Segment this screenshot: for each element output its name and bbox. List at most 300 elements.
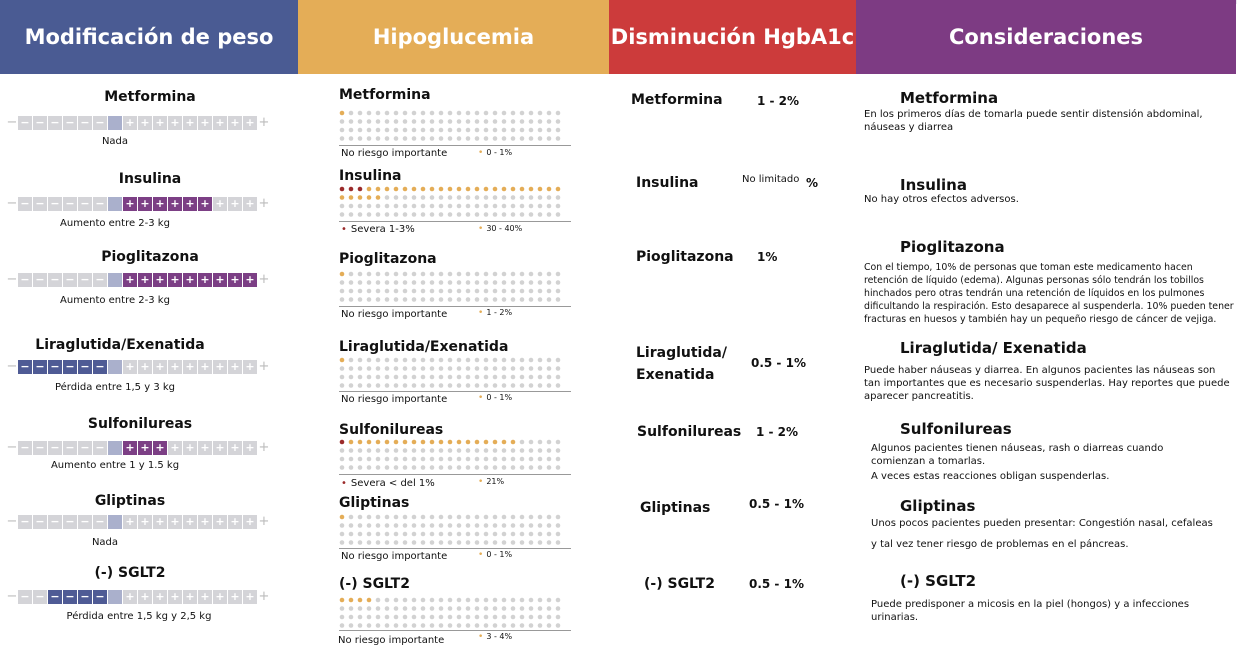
risk-dot [493, 366, 498, 371]
risk-dot [340, 119, 345, 124]
risk-dot [421, 204, 426, 209]
risk-dot [394, 272, 399, 277]
risk-dot [475, 606, 480, 611]
risk-dot [403, 540, 408, 545]
risk-dot [448, 119, 453, 124]
risk-dot [484, 598, 489, 603]
risk-dot [511, 136, 516, 141]
risk-dot [502, 280, 507, 285]
risk-dot [457, 111, 462, 116]
risk-dot [493, 297, 498, 302]
risk-dot [394, 280, 399, 285]
risk-dot [520, 448, 525, 453]
risk-dot [340, 212, 345, 217]
risk-dot [493, 272, 498, 277]
risk-dot [538, 366, 543, 371]
risk-dot [403, 128, 408, 133]
risk-dot [493, 289, 498, 294]
risk-dot [484, 440, 489, 445]
risk-dot [511, 204, 516, 209]
hypo-drug-name: (-) SGLT2 [339, 576, 410, 592]
risk-dot [385, 465, 390, 470]
risk-dot [340, 598, 345, 603]
risk-dot [376, 457, 381, 462]
risk-dot [421, 448, 426, 453]
note-drug-name: Pioglitazona [900, 238, 1005, 256]
risk-dot [457, 187, 462, 192]
risk-dot [439, 465, 444, 470]
hypo-percent: • 21% [478, 477, 504, 487]
risk-dot [448, 606, 453, 611]
header-hba1c: Disminución HgbA1c [609, 0, 856, 74]
risk-dot [547, 448, 552, 453]
risk-dot [421, 623, 426, 628]
risk-dot [439, 212, 444, 217]
risk-dot [430, 119, 435, 124]
risk-dot [511, 598, 516, 603]
weight-drug-name: Sulfonilureas [87, 416, 193, 432]
risk-dot [367, 195, 372, 200]
risk-dot [475, 187, 480, 192]
risk-dot [547, 523, 552, 528]
risk-dot [484, 272, 489, 277]
risk-dot [520, 358, 525, 363]
risk-dot [547, 606, 552, 611]
weight-drug-name: Insulina [118, 171, 182, 187]
risk-dot [511, 457, 516, 462]
risk-dot [430, 111, 435, 116]
risk-dot [430, 272, 435, 277]
hypo-divider [339, 548, 571, 549]
risk-dot [358, 136, 363, 141]
risk-dot [439, 457, 444, 462]
hypo-dot-grid [339, 439, 574, 473]
risk-dot [502, 272, 507, 277]
weight-caption: Pérdida entre 1,5 kg y 2,5 kg [66, 611, 212, 622]
risk-dot [439, 204, 444, 209]
risk-dot [439, 540, 444, 545]
risk-dot [511, 212, 516, 217]
risk-dot [529, 440, 534, 445]
risk-dot [502, 289, 507, 294]
risk-dot [448, 187, 453, 192]
risk-dot [394, 111, 399, 116]
risk-dot [448, 623, 453, 628]
risk-dot [358, 540, 363, 545]
risk-dot [556, 532, 561, 537]
risk-dot [475, 280, 480, 285]
risk-dot [349, 523, 354, 528]
risk-dot [340, 532, 345, 537]
risk-dot [448, 280, 453, 285]
risk-dot [358, 212, 363, 217]
risk-dot [439, 598, 444, 603]
risk-dot [484, 606, 489, 611]
risk-dot [340, 280, 345, 285]
risk-dot [439, 297, 444, 302]
risk-dot [457, 119, 462, 124]
risk-dot [538, 623, 543, 628]
risk-dot [394, 358, 399, 363]
risk-dot [484, 448, 489, 453]
risk-dot [520, 297, 525, 302]
risk-dot [502, 465, 507, 470]
risk-dot [376, 187, 381, 192]
risk-dot [547, 111, 552, 116]
risk-dot [412, 598, 417, 603]
risk-dot [358, 366, 363, 371]
risk-dot [448, 383, 453, 388]
risk-dot [529, 598, 534, 603]
risk-dot [403, 366, 408, 371]
risk-dot [421, 532, 426, 537]
risk-dot [556, 358, 561, 363]
risk-dot [385, 204, 390, 209]
risk-dot [502, 606, 507, 611]
risk-dot [412, 448, 417, 453]
risk-dot [340, 615, 345, 620]
risk-dot [421, 136, 426, 141]
risk-dot [403, 383, 408, 388]
risk-dot [556, 195, 561, 200]
risk-dot [403, 358, 408, 363]
risk-dot [385, 119, 390, 124]
risk-dot [484, 532, 489, 537]
risk-dot [403, 523, 408, 528]
risk-dot [421, 111, 426, 116]
risk-dot [340, 448, 345, 453]
risk-dot [556, 280, 561, 285]
risk-dot [484, 375, 489, 380]
risk-dot [547, 623, 552, 628]
risk-dot [403, 606, 408, 611]
risk-dot [529, 448, 534, 453]
risk-dot [466, 297, 471, 302]
risk-dot [412, 119, 417, 124]
risk-dot [502, 358, 507, 363]
risk-dot [403, 465, 408, 470]
risk-dot [475, 119, 480, 124]
risk-dot [538, 187, 543, 192]
risk-dot [484, 383, 489, 388]
risk-dot [403, 532, 408, 537]
risk-dot [475, 297, 480, 302]
hba1c-value: 1 - 2% [756, 425, 799, 439]
risk-dot [466, 187, 471, 192]
risk-dot [376, 598, 381, 603]
risk-dot [538, 440, 543, 445]
hba1c-value: No limitado [742, 174, 800, 185]
risk-dot [475, 111, 480, 116]
risk-dot [556, 375, 561, 380]
risk-dot [493, 136, 498, 141]
note-text: No hay otros efectos adversos. [864, 194, 1019, 205]
risk-dot [349, 383, 354, 388]
risk-dot [430, 195, 435, 200]
risk-dot [385, 272, 390, 277]
risk-dot [385, 358, 390, 363]
risk-dot [484, 119, 489, 124]
risk-dot [439, 111, 444, 116]
risk-dot [457, 204, 462, 209]
risk-dot [547, 358, 552, 363]
risk-dot [448, 289, 453, 294]
risk-dot [484, 195, 489, 200]
risk-dot [340, 111, 345, 116]
risk-dot [484, 615, 489, 620]
risk-dot [421, 289, 426, 294]
risk-dot [529, 540, 534, 545]
risk-dot [529, 195, 534, 200]
risk-dot [403, 375, 408, 380]
risk-dot [421, 119, 426, 124]
weight-drug-name: Gliptinas [94, 493, 166, 509]
risk-dot [493, 540, 498, 545]
risk-dot [493, 111, 498, 116]
risk-dot [448, 615, 453, 620]
risk-dot [412, 204, 417, 209]
risk-dot [448, 523, 453, 528]
risk-dot [547, 540, 552, 545]
hypo-divider [339, 391, 571, 392]
risk-dot [358, 280, 363, 285]
risk-dot [349, 195, 354, 200]
risk-dot [502, 523, 507, 528]
risk-dot [358, 515, 363, 520]
risk-dot [511, 383, 516, 388]
risk-dot [394, 212, 399, 217]
risk-dot [367, 358, 372, 363]
risk-dot [466, 119, 471, 124]
weight-caption: Aumento entre 1 y 1.5 kg [50, 460, 180, 471]
risk-dot [529, 523, 534, 528]
risk-dot [412, 187, 417, 192]
risk-dot [448, 358, 453, 363]
risk-dot [439, 606, 444, 611]
risk-dot [403, 272, 408, 277]
risk-dot [466, 289, 471, 294]
risk-dot [439, 532, 444, 537]
risk-dot [556, 366, 561, 371]
risk-dot [394, 383, 399, 388]
hypo-drug-name: Pioglitazona [339, 251, 437, 267]
risk-dot [520, 212, 525, 217]
weight-scale: − − − − − − − + + + + + + + + + + [6, 440, 270, 455]
risk-dot [466, 272, 471, 277]
risk-dot [385, 606, 390, 611]
risk-dot [439, 280, 444, 285]
risk-dot [457, 606, 462, 611]
risk-dot [340, 523, 345, 528]
risk-dot [403, 448, 408, 453]
note-text-2: y tal vez tener riesgo de problemas en el páncreas. [871, 539, 1129, 550]
risk-dot [394, 136, 399, 141]
risk-dot [493, 465, 498, 470]
risk-dot [475, 532, 480, 537]
risk-dot [403, 212, 408, 217]
risk-dot [538, 280, 543, 285]
risk-dot [448, 375, 453, 380]
risk-dot [529, 280, 534, 285]
risk-dot [340, 289, 345, 294]
risk-dot [511, 195, 516, 200]
risk-dot [394, 623, 399, 628]
risk-dot [556, 383, 561, 388]
risk-dot [394, 375, 399, 380]
risk-dot [538, 272, 543, 277]
weight-caption: Nada [91, 537, 119, 548]
risk-dot [376, 523, 381, 528]
risk-dot [421, 128, 426, 133]
risk-dot [502, 204, 507, 209]
risk-dot [511, 448, 516, 453]
risk-dot [376, 280, 381, 285]
hypo-drug-name: Gliptinas [339, 495, 410, 511]
risk-dot [421, 606, 426, 611]
risk-dot [349, 119, 354, 124]
risk-dot [358, 457, 363, 462]
risk-dot [475, 204, 480, 209]
risk-dot [340, 128, 345, 133]
hypo-caption: No riesgo importante [341, 309, 448, 320]
hba1c-drug-name: Gliptinas [640, 500, 711, 516]
risk-dot [475, 358, 480, 363]
risk-dot [367, 272, 372, 277]
hypo-dot-grid [339, 110, 574, 144]
risk-dot [358, 195, 363, 200]
risk-dot [520, 366, 525, 371]
risk-dot [439, 615, 444, 620]
risk-dot [349, 289, 354, 294]
note-text-2: A veces estas reacciones obligan suspenderlas. [871, 471, 1110, 482]
risk-dot [493, 606, 498, 611]
risk-dot [475, 212, 480, 217]
hypo-caption: No riesgo importante [341, 394, 448, 405]
risk-dot [556, 212, 561, 217]
risk-dot [430, 515, 435, 520]
risk-dot [430, 358, 435, 363]
risk-dot [340, 540, 345, 545]
risk-dot [412, 289, 417, 294]
risk-dot [376, 297, 381, 302]
risk-dot [466, 111, 471, 116]
risk-dot [475, 448, 480, 453]
risk-dot [421, 195, 426, 200]
risk-dot [484, 136, 489, 141]
risk-dot [439, 195, 444, 200]
risk-dot [349, 136, 354, 141]
risk-dot [457, 358, 462, 363]
risk-dot [349, 111, 354, 116]
risk-dot [448, 366, 453, 371]
hypo-drug-name: Metformina [339, 87, 431, 103]
risk-dot [448, 457, 453, 462]
note-drug-name: Gliptinas [900, 497, 976, 515]
risk-dot [529, 515, 534, 520]
risk-dot [502, 448, 507, 453]
risk-dot [511, 375, 516, 380]
risk-dot [430, 280, 435, 285]
risk-dot [439, 136, 444, 141]
risk-dot [457, 136, 462, 141]
risk-dot [349, 598, 354, 603]
risk-dot [421, 375, 426, 380]
risk-dot [466, 383, 471, 388]
risk-dot [394, 366, 399, 371]
risk-dot [493, 187, 498, 192]
risk-dot [529, 272, 534, 277]
risk-dot [385, 128, 390, 133]
risk-dot [385, 187, 390, 192]
risk-dot [538, 457, 543, 462]
risk-dot [385, 375, 390, 380]
risk-dot [376, 111, 381, 116]
risk-dot [340, 272, 345, 277]
risk-dot [502, 623, 507, 628]
risk-dot [421, 366, 426, 371]
risk-dot [385, 623, 390, 628]
risk-dot [457, 532, 462, 537]
risk-dot [511, 440, 516, 445]
risk-dot [448, 598, 453, 603]
risk-dot [394, 195, 399, 200]
risk-dot [349, 448, 354, 453]
risk-dot [421, 297, 426, 302]
risk-dot [511, 606, 516, 611]
risk-dot [430, 598, 435, 603]
risk-dot [421, 272, 426, 277]
risk-dot [448, 515, 453, 520]
risk-dot [385, 515, 390, 520]
risk-dot [457, 598, 462, 603]
risk-dot [394, 523, 399, 528]
risk-dot [466, 615, 471, 620]
risk-dot [475, 440, 480, 445]
risk-dot [466, 532, 471, 537]
risk-dot [439, 187, 444, 192]
risk-dot [376, 358, 381, 363]
risk-dot [412, 615, 417, 620]
risk-dot [529, 136, 534, 141]
risk-dot [538, 204, 543, 209]
risk-dot [538, 136, 543, 141]
risk-dot [439, 515, 444, 520]
risk-dot [412, 540, 417, 545]
risk-dot [484, 297, 489, 302]
risk-dot [448, 540, 453, 545]
risk-dot [412, 440, 417, 445]
risk-dot [529, 383, 534, 388]
risk-dot [556, 119, 561, 124]
risk-dot [421, 212, 426, 217]
risk-dot [376, 532, 381, 537]
risk-dot [466, 212, 471, 217]
risk-dot [547, 615, 552, 620]
risk-dot [484, 523, 489, 528]
risk-dot [556, 136, 561, 141]
risk-dot [484, 280, 489, 285]
risk-dot [520, 195, 525, 200]
risk-dot [349, 623, 354, 628]
risk-dot [556, 204, 561, 209]
risk-dot [502, 457, 507, 462]
risk-dot [484, 540, 489, 545]
risk-dot [430, 615, 435, 620]
risk-dot [502, 212, 507, 217]
risk-dot [466, 623, 471, 628]
risk-dot [340, 136, 345, 141]
risk-dot [457, 297, 462, 302]
